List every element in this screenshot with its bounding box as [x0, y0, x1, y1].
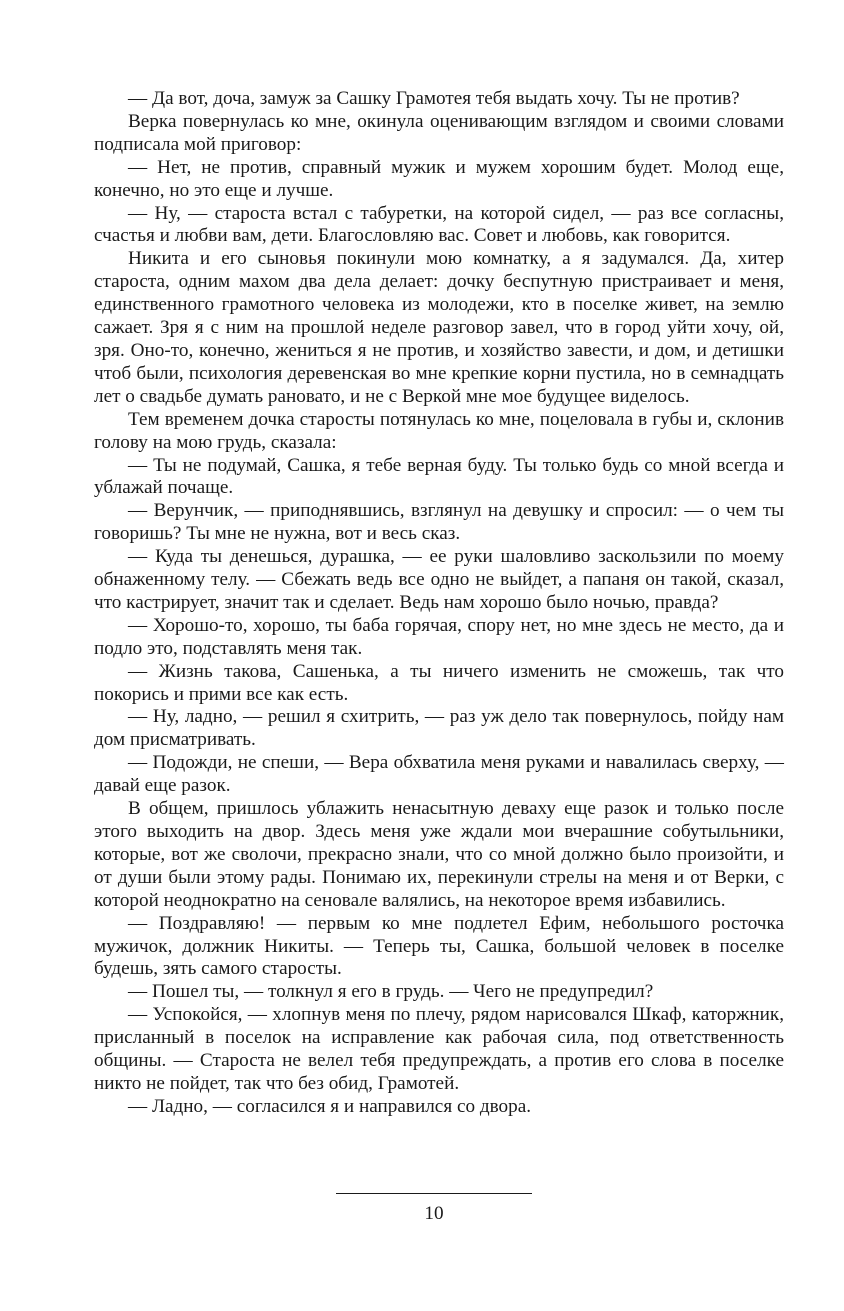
paragraph: — Да вот, доча, замуж за Сашку Грамотея тебя выдать хочу. Ты не против?	[128, 88, 740, 109]
paragraph: Тем временем дочка старосты потянулась ко мне, поцеловала в губы и, склонив голову на мою грудь, сказала:	[94, 408, 784, 453]
page-text	[94, 88, 784, 1119]
paragraph: Никита и его сыновья покинули мою комнатку, а я задумался. Да, хитер староста, одним махом два дела делает: дочку беспутную пристраивает и меня, единственного грамотного человека из молодежи, кто в поселке живет, на землю сажает. Зря я с ним на прошлой неделе разговор завел, что в город уйти хочу, ой, зря. Оно-то, конечно, жениться я не против, и хозяйство завести, и дом, и детишки чтоб были, психология деревенская во мне крепкие корни пустила, но в семнадцать лет о свадьбе думать рановато, и не с Веркой мне мое будущее виделось.	[94, 248, 784, 407]
paragraph: — Ну, — староста встал с табуретки, на которой сидел, — раз все согласны, счастья и любви вам, дети. Благословляю вас. Совет и любовь, как говорится.	[94, 202, 784, 247]
paragraph: — Хорошо-то, хорошо, ты баба горячая, спору нет, но мне здесь не место, да и подло это, подставлять меня так.	[94, 614, 784, 659]
paragraph: — Нет, не против, справный мужик и мужем хорошим будет. Молод еще, конечно, но это еще и лучше.	[94, 156, 784, 201]
paragraph: — Ладно, — согласился я и направился со двора.	[128, 1095, 532, 1117]
paragraph: В общем, пришлось ублажить ненасытную деваху еще разок и только после этого выходить на двор. Здесь меня уже ждали мои вчерашние собутыльники, которые, вот же сволочи, прекрасно знали, что со мной должно было произойти, и от души были этому рады. Понимаю их, перекинули стрелы на меня и от Верки, с которой неоднократно на сеновале валялись, на некоторое время избавились.	[94, 798, 784, 911]
paragraph: — Пошел ты, — толкнул я его в грудь. — Чего не предупредил?	[128, 981, 654, 1003]
paragraph: — Жизнь такова, Сашенька, а ты ничего изменить не сможешь, так что покорись и прими все как есть.	[94, 660, 784, 705]
footer-rule	[336, 1193, 532, 1194]
paragraph: Верка повернулась ко мне, окинула оценивающим взглядом и своими словами подписала мой приговор:	[94, 110, 784, 155]
paragraph: — Поздравляю! — первым ко мне подлетел Ефим, небольшого росточка мужичок, должник Никиты. — Теперь ты, Сашка, большой человек в поселке будешь, зять самого старосты.	[94, 912, 784, 980]
paragraph: — Куда ты денешься, дурашка, — ее руки шаловливо заскользили по моему обнаженному телу. — Сбежать ведь все одно не выйдет, а папаня он такой, сказал, что кастрирует, значит так и сделает. Ведь нам хорошо было ночью, правда?	[94, 546, 784, 613]
paragraph: — Подожди, не спеши, — Вера обхватила меня руками и навалилась сверху, — давай еще разок.	[94, 752, 784, 797]
paragraph: — Ты не подумай, Сашка, я тебе верная буду. Ты только будь со мной всегда и ублажай почаще.	[94, 454, 784, 499]
paragraph: — Успокойся, — хлопнув меня по плечу, рядом нарисовался Шкаф, каторжник, присланный в поселок на исправление как рабочая сила, под ответственность общины. — Староста не велел тебя предупреждать, а против его слова в поселке никто не пойдет, так что без обид, Грамотей.	[94, 1004, 784, 1094]
page-number: 10	[424, 1203, 444, 1224]
paragraph: — Верунчик, — приподнявшись, взглянул на девушку и спросил: — о чем ты говоришь? Ты мне не нужна, вот и весь сказ.	[94, 500, 784, 545]
paragraph: — Ну, ладно, — решил я схитрить, — раз уж дело так повернулось, пойду нам дом присматривать.	[94, 706, 784, 751]
